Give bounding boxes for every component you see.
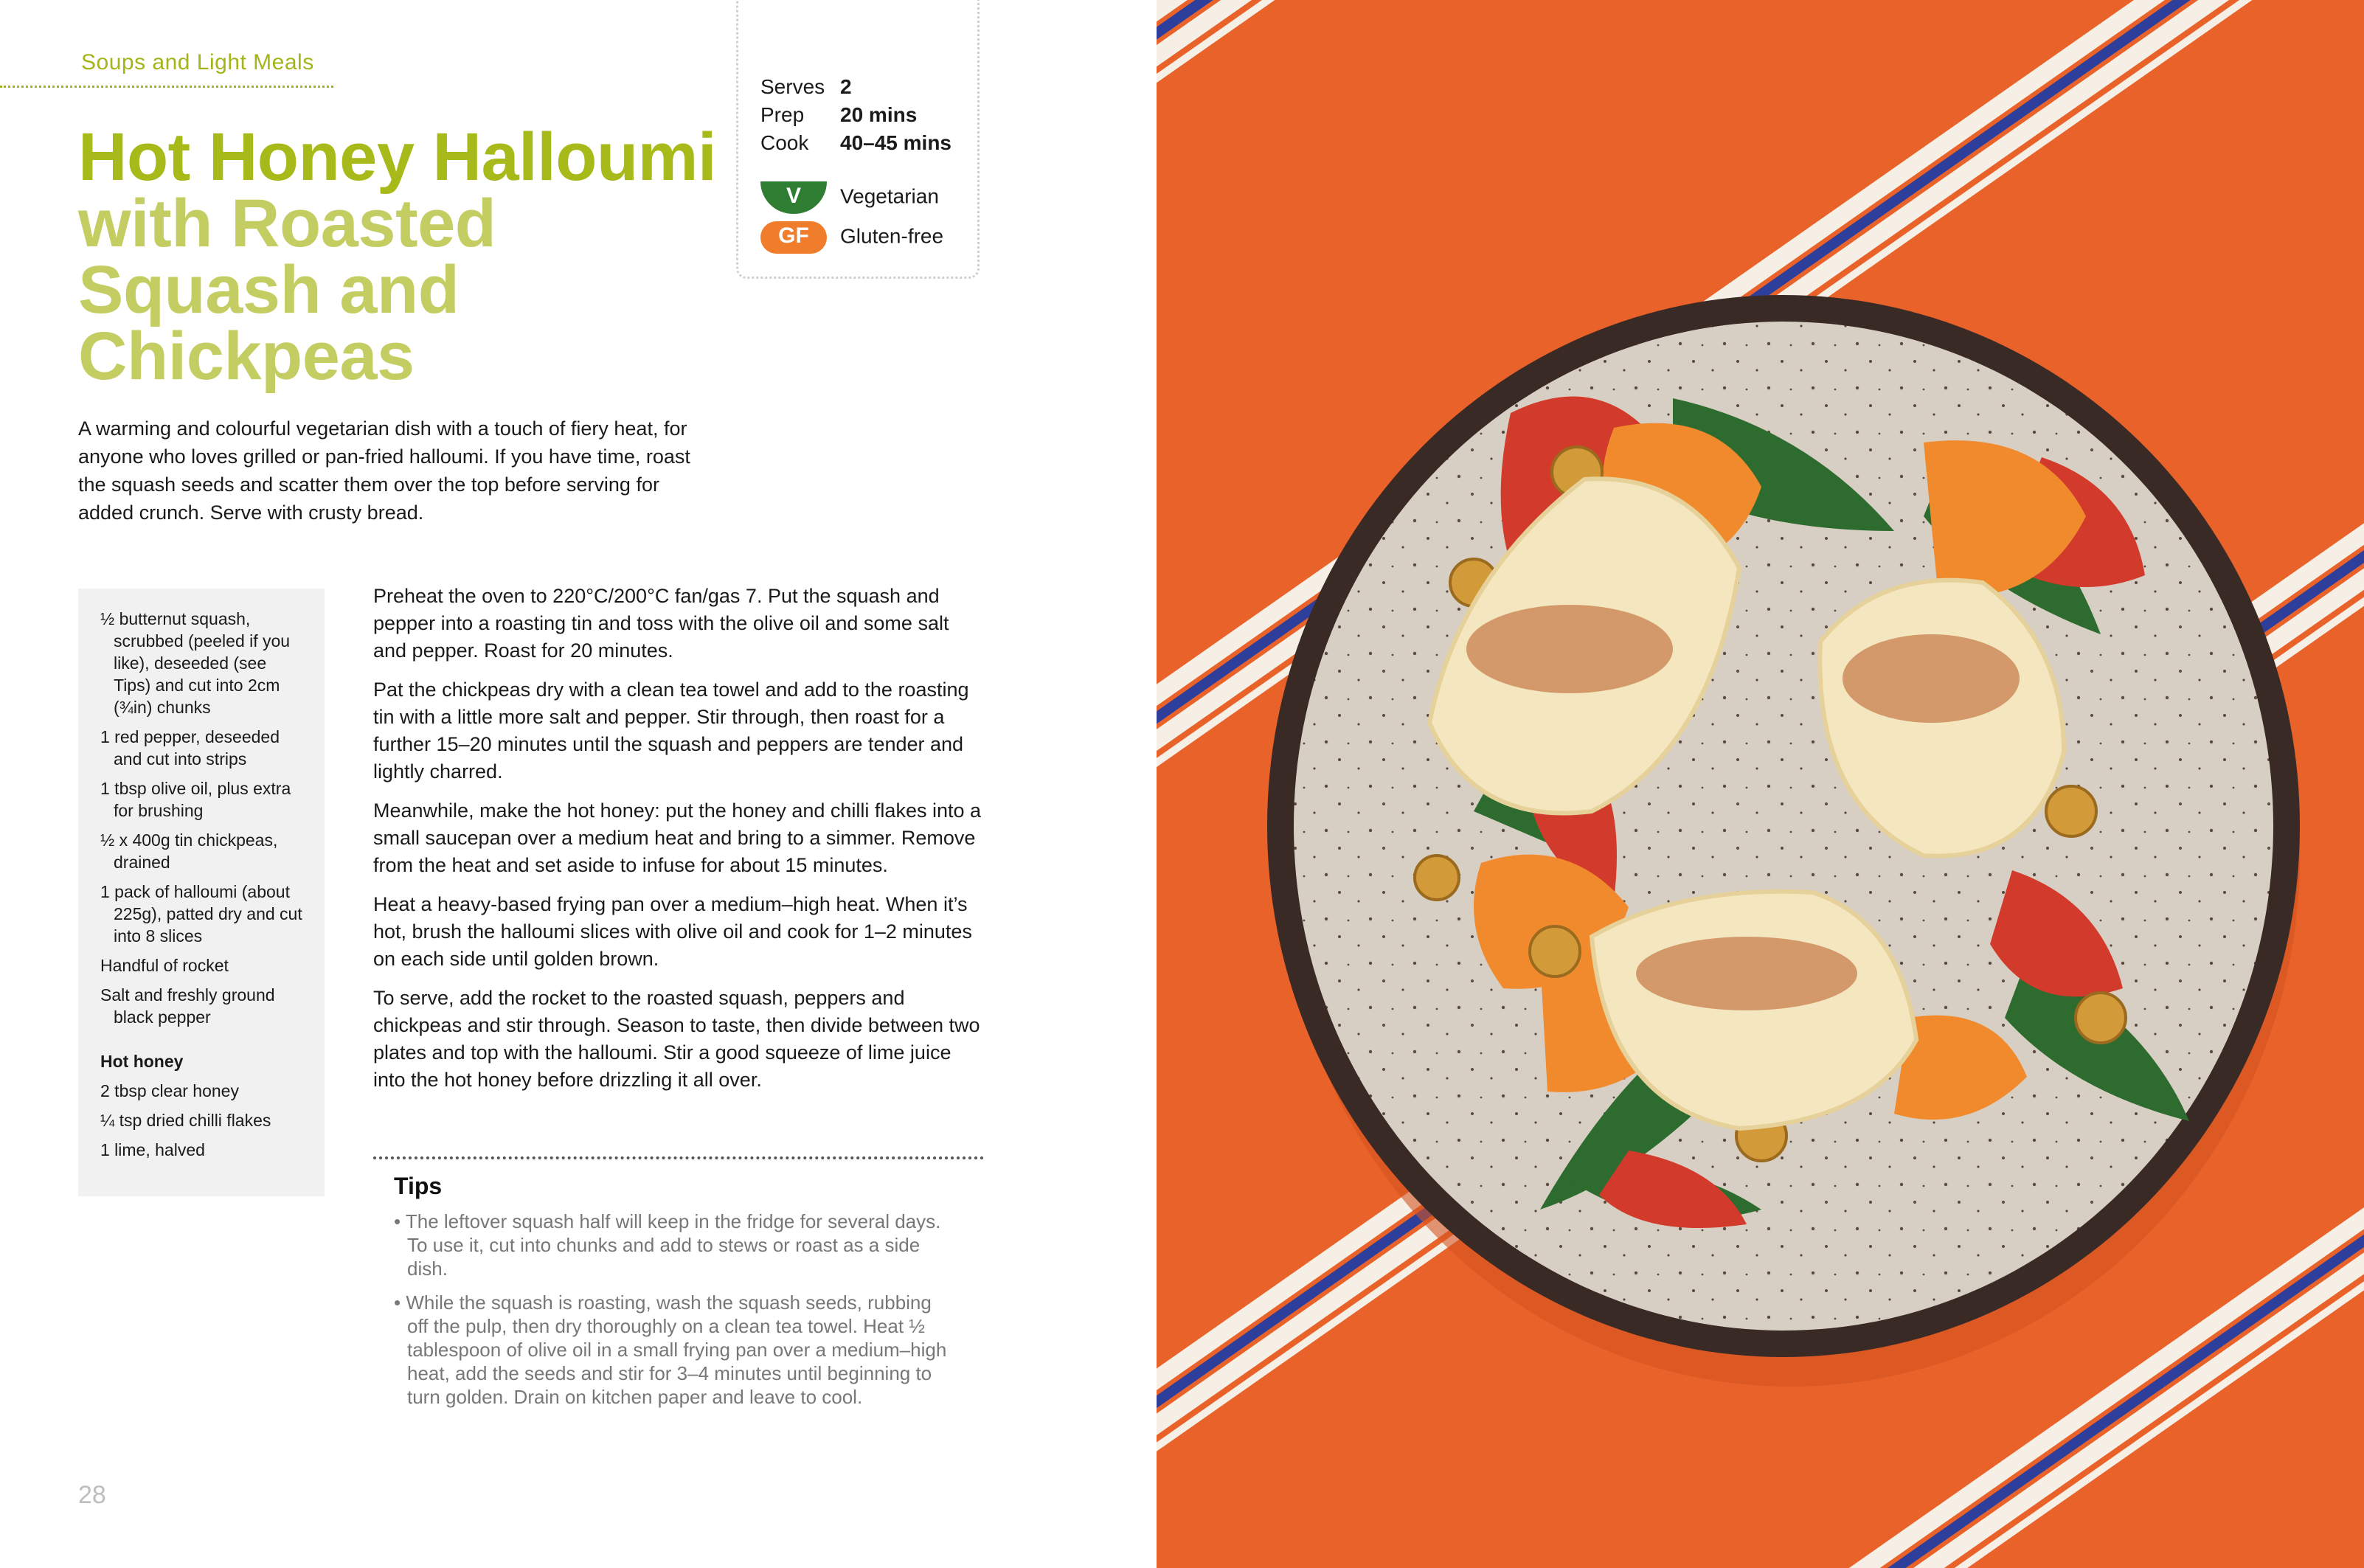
method-step: Meanwhile, make the hot honey: put the honey and chilli flakes into a small saucepan over a medium heat and bring to a simmer. Remove from the heat and set aside to infuse for about 15 minutes. xyxy=(373,799,982,876)
method-step: To serve, add the rocket to the roasted squash, peppers and chickpeas and stir through. Season to taste, then divide between two plates and top with the halloumi. Stir a good squeeze of lime juice into the hot honey before drizzling it all over. xyxy=(373,987,980,1091)
method-step: Preheat the oven to 220°C/200°C fan/gas 7. Put the squash and pepper into a roasting tin and toss with the olive oil and some salt and pepper. Roast for 20 minutes. xyxy=(373,585,949,662)
gluten-free-badge-icon: GF xyxy=(760,221,827,254)
ingredients-panel xyxy=(78,589,325,1196)
ingredient-item: 1 lime, halved xyxy=(100,1140,205,1159)
cook-value: 40–45 mins xyxy=(840,131,952,154)
cook-row xyxy=(760,131,952,155)
gluten-free-label: Gluten-free xyxy=(840,224,944,248)
prep-label: Prep xyxy=(760,103,805,126)
recipe-title-main: Hot Honey Halloumi xyxy=(78,119,717,195)
ingredients-list xyxy=(100,608,307,1028)
recipe-title xyxy=(78,119,742,394)
tip-item: • While the squash is roasting, wash the squash seeds, rubbing off the pulp, then dry thoroughly on a clean tea towel. Heat ½ tablespoon of olive oil in a small frying pan over a medium–high heat, add the seeds and stir for 3–4 minutes until beginning to turn golden. Drain on kitchen paper and leave to cool. xyxy=(394,1291,947,1408)
vegetarian-row xyxy=(760,181,939,214)
halloumi-dish-illustration xyxy=(1157,0,2364,1568)
hot-honey-list xyxy=(100,1080,307,1161)
section-label: Soups and Light Meals xyxy=(81,50,314,74)
ingredient-item: Salt and freshly ground black pepper xyxy=(100,985,275,1027)
tips-heading: Tips xyxy=(394,1173,443,1199)
ingredient-item: 1 red pepper, deseeded and cut into strips xyxy=(100,727,280,769)
method-step: Pat the chickpeas dry with a clean tea towel and add to the roasting tin with a little more salt and pepper. Stir through, then roast for a further 15–20 minutes until the squash and peppers are tender and lightly charred. xyxy=(373,679,969,783)
tips-divider xyxy=(373,1156,984,1159)
serves-label: Serves xyxy=(760,75,825,98)
method-steps xyxy=(373,583,984,1106)
section-divider xyxy=(0,86,333,88)
tip-item: • The leftover squash half will keep in the fridge for several days. To use it, cut into chunks and add to stews or roast as a side dish. xyxy=(394,1210,941,1280)
recipe-info-box xyxy=(736,0,980,279)
tips-list xyxy=(394,1210,954,1409)
vegetarian-label: Vegetarian xyxy=(840,184,939,208)
serves-row xyxy=(760,75,852,99)
prep-row xyxy=(760,103,917,127)
gluten-free-row xyxy=(760,221,943,254)
page-number: 28 xyxy=(78,1481,106,1509)
recipe-title-sub: with Roasted Squash and Chickpeas xyxy=(78,186,496,394)
dish-illustration xyxy=(1157,0,2364,1568)
hot-honey-heading: Hot honey xyxy=(100,1052,184,1071)
tip-text: While the squash is roasting, wash the squash seeds, rubbing off the pulp, then dry thoroughly on a clean tea towel. Heat ½ tablespoon of olive oil in a small frying pan over a medium–high heat, add the seeds and stir for 3–4 minutes until beginning to turn golden. Drain on kitchen paper and leave to cool. xyxy=(406,1291,947,1408)
prep-value: 20 mins xyxy=(840,103,918,126)
ingredient-item: Handful of rocket xyxy=(100,956,229,975)
tip-text: The leftover squash half will keep in the fridge for several days. To use it, cut into chunks and add to stews or roast as a side dish. xyxy=(405,1210,941,1280)
serves-value: 2 xyxy=(840,75,852,98)
method-step: Heat a heavy-based frying pan over a medium–high heat. When it’s hot, brush the halloumi slices with olive oil and cook for 1–2 minutes on each side until golden brown. xyxy=(373,893,972,970)
ingredient-item: ½ butternut squash, scrubbed (peeled if you like), deseeded (see Tips) and cut into 2cm (¾in) chunks xyxy=(100,609,291,717)
ingredient-item: 1 pack of halloumi (about 225g), patted dry and cut into 8 slices xyxy=(100,882,302,946)
vegetarian-badge-icon: V xyxy=(760,181,827,214)
ingredient-item: 2 tbsp clear honey xyxy=(100,1081,239,1100)
ingredient-item: ½ x 400g tin chickpeas, drained xyxy=(100,830,278,872)
ingredient-item: ¼ tsp dried chilli flakes xyxy=(100,1111,271,1130)
cook-label: Cook xyxy=(760,131,809,154)
recipe-page xyxy=(0,0,1157,1568)
tips-section xyxy=(394,1210,954,1419)
ingredient-item: 1 tbsp olive oil, plus extra for brushing xyxy=(100,779,291,820)
recipe-intro: A warming and colourful vegetarian dish with a touch of fiery heat, for anyone who loves grilled or pan-fried halloumi. If you have time, roast the squash seeds and scatter them over the top before serving for added crunch. Serve with crusty bread. xyxy=(78,417,690,524)
